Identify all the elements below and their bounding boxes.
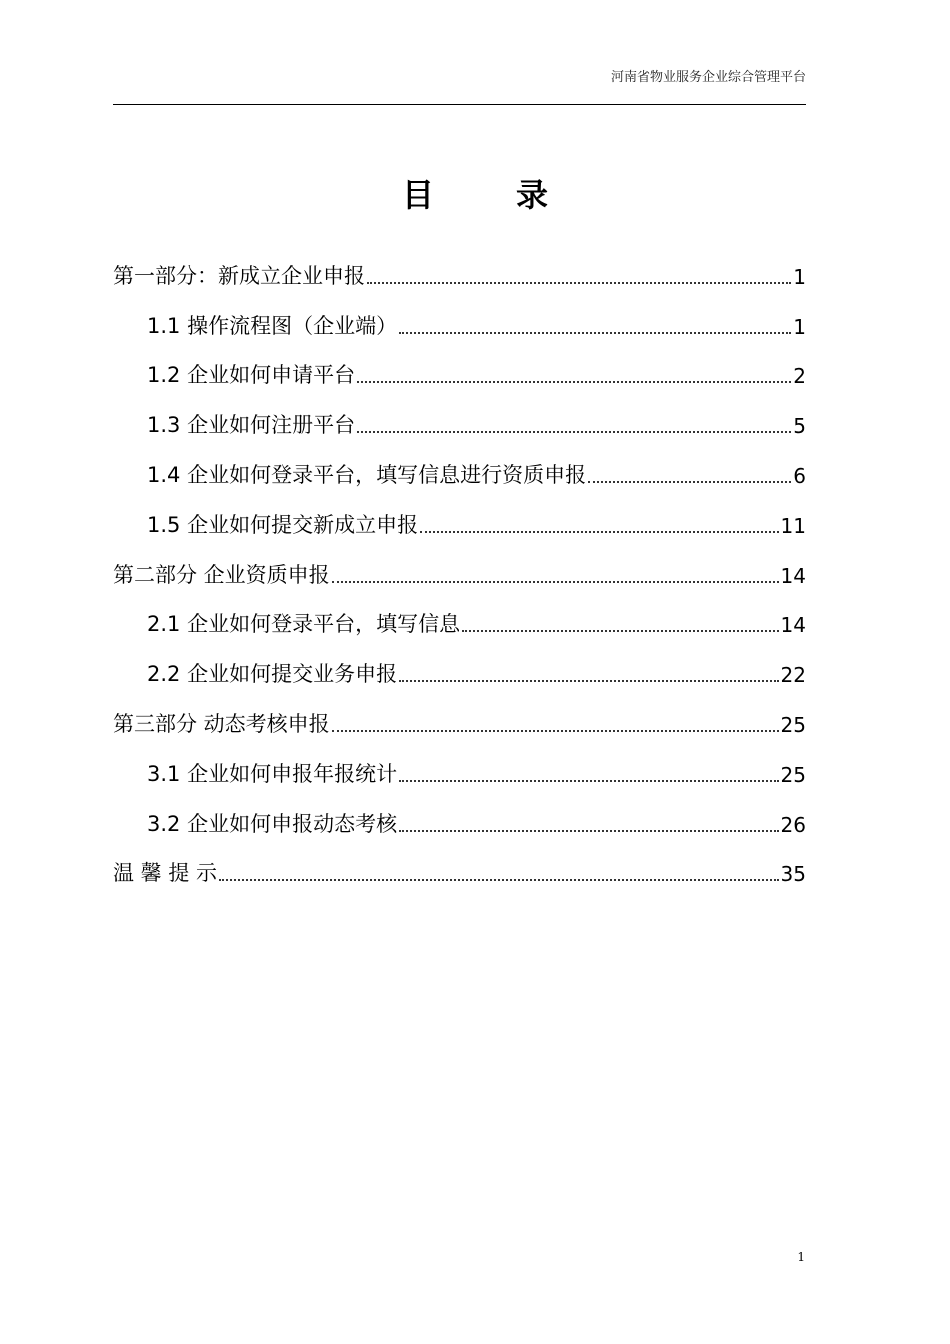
toc-entry-label: 第二部分 企业资质申报 xyxy=(113,562,330,587)
toc-entry[interactable] xyxy=(113,245,806,295)
toc-entry-label: 第三部分 动态考核申报 xyxy=(113,711,330,736)
toc-entry-page: 1 xyxy=(793,264,806,289)
toc-entry[interactable] xyxy=(113,594,806,644)
toc-entry[interactable] xyxy=(113,693,806,743)
toc-entry[interactable] xyxy=(113,494,806,544)
toc-dot-leader xyxy=(332,730,779,732)
toc-dot-leader xyxy=(399,680,778,682)
table-of-contents xyxy=(113,245,806,892)
toc-entry-page: 2 xyxy=(793,364,806,389)
toc-dot-leader xyxy=(357,381,791,383)
toc-dot-leader xyxy=(462,630,778,632)
toc-entry-page: 22 xyxy=(780,663,806,688)
toc-dot-leader xyxy=(357,431,791,433)
toc-title xyxy=(0,170,950,216)
toc-entry[interactable] xyxy=(113,345,806,395)
toc-dot-leader xyxy=(399,830,778,832)
toc-dot-leader xyxy=(219,879,779,881)
toc-entry-label: 1.3 企业如何注册平台 xyxy=(147,413,356,438)
toc-entry-page: 1 xyxy=(793,314,806,339)
toc-entry[interactable] xyxy=(113,643,806,693)
toc-entry-label: 第一部分：新成立企业申报 xyxy=(113,263,365,288)
toc-title-char-2: 录 xyxy=(516,176,549,214)
toc-entry-page: 25 xyxy=(780,712,806,737)
toc-entry-label: 3.2 企业如何申报动态考核 xyxy=(147,811,398,836)
toc-entry[interactable] xyxy=(113,394,806,444)
toc-dot-leader xyxy=(588,481,791,483)
toc-entry-label: 1.1 操作流程图（企业端） xyxy=(147,313,398,338)
toc-entry-label: 3.1 企业如何申报年报统计 xyxy=(147,761,398,786)
toc-entry-page: 14 xyxy=(780,613,806,638)
toc-title-char-1: 目 xyxy=(401,176,434,214)
toc-entry-label: 1.2 企业如何申请平台 xyxy=(147,363,356,388)
running-header-title: 河南省物业服务企业综合管理平台 xyxy=(610,70,806,85)
header-divider xyxy=(113,104,806,105)
toc-entry[interactable] xyxy=(113,295,806,345)
toc-dot-leader xyxy=(367,282,791,284)
toc-entry-label: 温 馨 提 示 xyxy=(113,861,218,886)
toc-dot-leader xyxy=(399,780,778,782)
toc-entry-page: 6 xyxy=(793,463,806,488)
toc-entry-page: 35 xyxy=(780,862,806,887)
toc-dot-leader xyxy=(399,332,791,334)
toc-entry-page: 14 xyxy=(780,563,806,588)
toc-entry-label: 2.1 企业如何登录平台，填写信息 xyxy=(147,612,461,637)
toc-entry-label: 2.2 企业如何提交业务申报 xyxy=(147,662,398,687)
toc-entry-page: 26 xyxy=(780,812,806,837)
toc-entry-label: 1.4 企业如何登录平台，填写信息进行资质申报 xyxy=(147,462,587,487)
toc-entry-page: 11 xyxy=(780,513,806,538)
toc-entry-page: 25 xyxy=(780,762,806,787)
toc-entry[interactable] xyxy=(113,793,806,843)
toc-entry-label: 1.5 企业如何提交新成立申报 xyxy=(147,512,419,537)
toc-dot-leader xyxy=(420,531,778,533)
toc-entry[interactable] xyxy=(113,444,806,494)
page-number: 1 xyxy=(797,1250,805,1264)
toc-entry[interactable] xyxy=(113,743,806,793)
toc-entry[interactable] xyxy=(113,843,806,893)
toc-entry[interactable] xyxy=(113,544,806,594)
toc-dot-leader xyxy=(332,581,779,583)
toc-entry-page: 5 xyxy=(793,414,806,439)
